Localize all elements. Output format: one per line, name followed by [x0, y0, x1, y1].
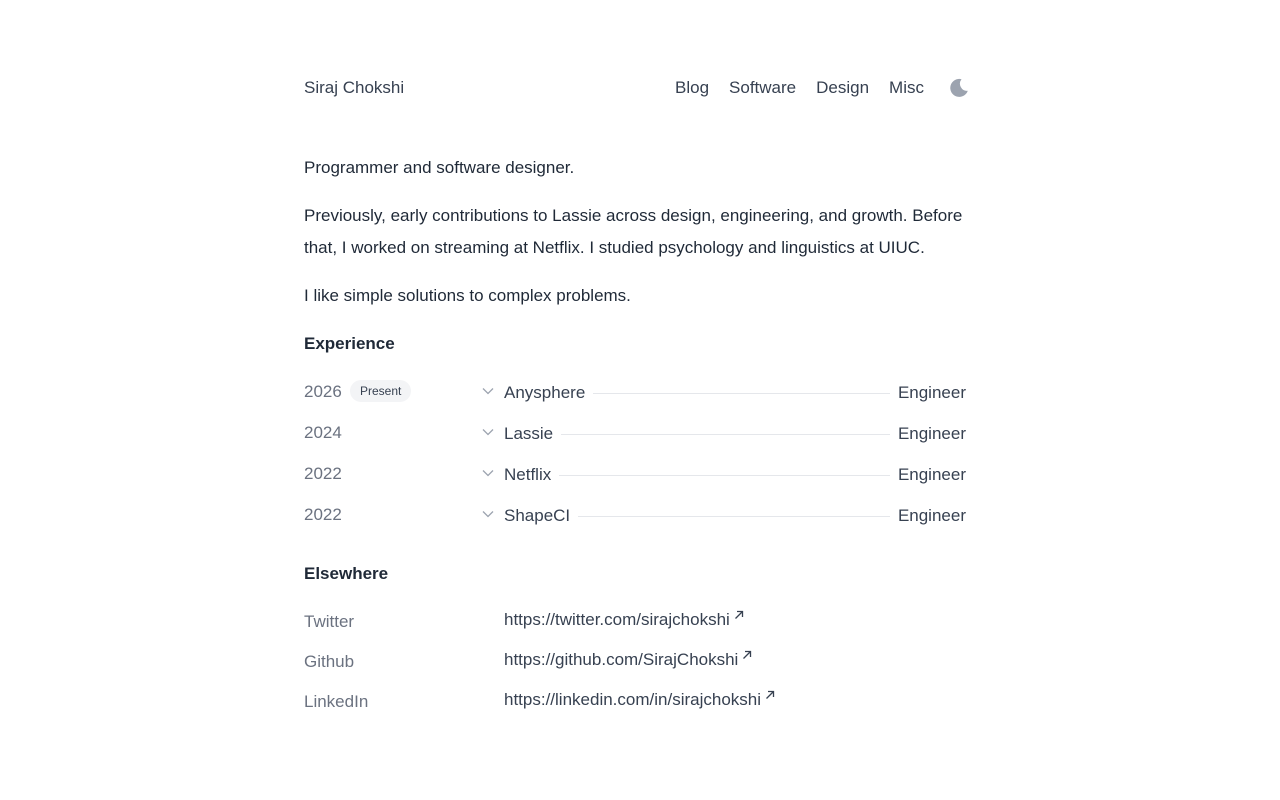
experience-row[interactable] [304, 417, 970, 458]
intro-section [304, 152, 970, 328]
experience-row[interactable] [304, 458, 970, 499]
experience-row[interactable] [304, 376, 970, 417]
chevron-down-icon[interactable] [481, 507, 495, 521]
intro-paragraph: I like simple solutions to complex problems. [304, 286, 631, 305]
experience-heading: Experience [304, 334, 395, 353]
experience-company: Lassie [504, 422, 561, 446]
experience-company: Netflix [504, 463, 559, 487]
link-row [304, 646, 970, 686]
intro-paragraph: Programmer and software designer. [304, 158, 575, 177]
experience-role: Engineer [890, 463, 966, 487]
chevron-down-icon[interactable] [481, 466, 495, 480]
link-label-linkedin: LinkedIn [304, 692, 369, 711]
experience-year: 2022 [304, 505, 342, 524]
github-link[interactable] [504, 648, 753, 672]
experience-year: 2026 [304, 382, 342, 401]
site-header [304, 76, 970, 100]
experience-company: Anysphere [504, 381, 593, 405]
link-label-github: Github [304, 652, 355, 671]
experience-role: Engineer [890, 422, 966, 446]
moon-icon [948, 77, 970, 99]
link-url-text: https://twitter.com/sirajchokshi [504, 610, 730, 629]
experience-list [304, 376, 970, 540]
nav-link-design[interactable]: Design [816, 78, 870, 97]
present-badge: Present [350, 380, 411, 402]
elsewhere-section [304, 562, 970, 726]
experience-row[interactable] [304, 499, 970, 540]
experience-year: 2022 [304, 464, 342, 483]
link-row [304, 606, 970, 646]
external-link-arrow-icon [733, 609, 745, 621]
divider-line [504, 434, 892, 435]
intro-paragraph: Previously, early contributions to Lassie across design, engineering, and growth. Before that, I worked on streaming at Netflix. I studied psychology and linguistics at UIUC. [304, 206, 963, 257]
theme-toggle-button[interactable] [948, 77, 970, 99]
experience-role: Engineer [890, 381, 966, 405]
chevron-down-icon[interactable] [481, 384, 495, 398]
twitter-link[interactable] [504, 608, 745, 632]
nav-link-misc[interactable]: Misc [889, 78, 924, 97]
external-link-arrow-icon [741, 649, 753, 661]
chevron-down-icon[interactable] [481, 425, 495, 439]
divider-line [504, 475, 892, 476]
experience-role: Engineer [890, 504, 966, 528]
elsewhere-heading: Elsewhere [304, 564, 389, 583]
experience-year: 2024 [304, 423, 342, 442]
nav-link-blog[interactable]: Blog [675, 78, 710, 97]
link-label-twitter: Twitter [304, 612, 355, 631]
main-nav [675, 76, 924, 100]
experience-company: ShapeCI [504, 504, 578, 528]
link-url-text: https://github.com/SirajChokshi [504, 650, 739, 669]
experience-section [304, 332, 970, 540]
link-url-text: https://linkedin.com/in/sirajchokshi [504, 690, 762, 709]
external-link-arrow-icon [764, 689, 776, 701]
site-name-link[interactable]: Siraj Chokshi [304, 78, 405, 97]
linkedin-link[interactable] [504, 688, 776, 712]
nav-link-software[interactable]: Software [729, 78, 797, 97]
link-list [304, 606, 970, 726]
link-row [304, 686, 970, 726]
